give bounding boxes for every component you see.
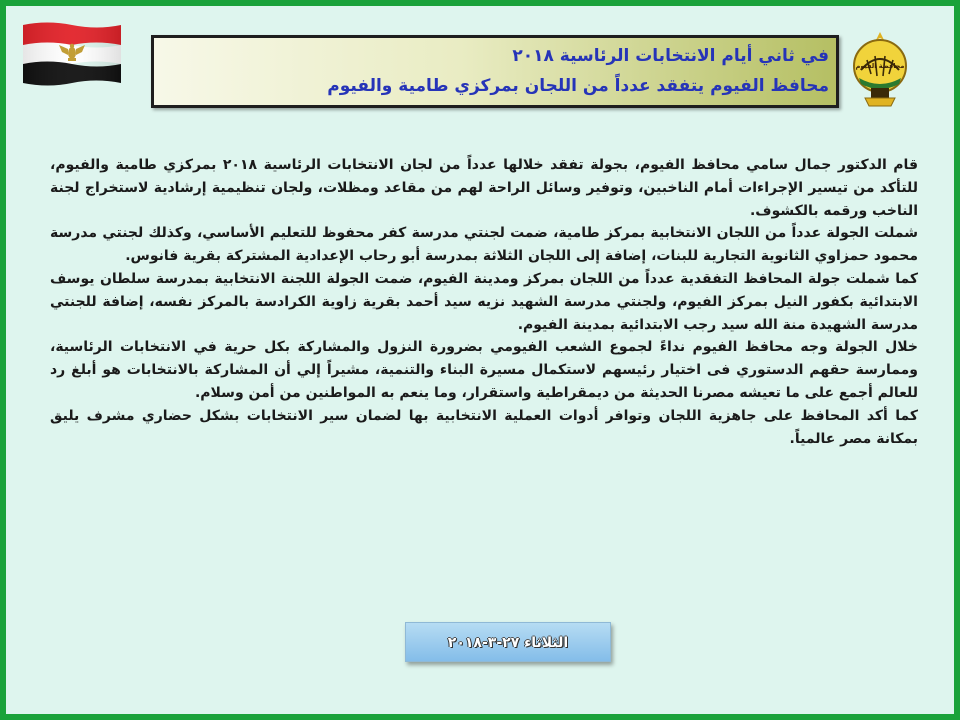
headline-box <box>151 35 839 108</box>
headline-line-1: في ثاني أيام الانتخابات الرئاسية ٢٠١٨ <box>512 46 829 66</box>
fayoum-governorate-emblem-icon <box>849 30 911 110</box>
logo-text: محافظة الفيوم <box>855 62 905 70</box>
article-paragraph: كما أكد المحافظ على جاهزية اللجان وتوافر أدوات العملية الانتخابية بها لضمان سير الانتخابات بشكل حضاري مشرف يليق بمكانة مصر عالمياً. <box>50 407 918 447</box>
headline-line-2: محافظ الفيوم يتفقد عدداً من اللجان بمركزي طامية والفيوم <box>327 76 829 96</box>
egypt-flag-icon <box>21 19 123 87</box>
date-badge: الثلاثاء ٢٧-٣-٢٠١٨ <box>405 622 611 662</box>
article-paragraph: قام الدكتور جمال سامي محافظ الفيوم، بجولة تفقد خلالها عدداً من لجان الانتخابات الرئاسية ٢٠١٨ بمركزي طامية والفيوم، للتأكد من تيسير الإجراءات أمام الناخبين، وتوفير وسائل الراحة لهم من مقاعد ومظلات، ولجان تنظيمية إرشادية لاستخراج لجنة الناخب ورقمه بالكشوف. <box>50 157 918 219</box>
article-body <box>50 154 918 450</box>
article-paragraph: شملت الجولة عدداً من اللجان الانتخابية بمركز طامية، ضمت لجنتي مدرسة كفر محفوظ للتعليم الأساسي، وكذلك لجنتي مدرسة محمود حمزاوي الثانوية التجارية للبنات، إضافة إلى اللجان الثلاثة بمدرسة أبو رحاب الإعدادية المشتركة بقرية فانوس. <box>50 225 918 265</box>
article-paragraph: خلال الجولة وجه محافظ الفيوم نداءً لجموع الشعب الفيومي بضرورة النزول والمشاركة بكل حرية في الانتخابات الرئاسية، وممارسة حقهم الدستوري فى اختيار رئيسهم لاستكمال مسيرة البناء والتنمية، مشيراً إلي أن المشاركة بالانتخابات هو أبلغ رد للعالم أجمع على ما تعيشه مصرنا الحديثة من ديمقراطية واستقرار، وما ينعم به المواطنين من أمن وسلام. <box>50 339 918 401</box>
article-paragraph: كما شملت جولة المحافظ التفقدية عدداً من اللجان بمركز ومدينة الفيوم، ضمت الجولة اللجنة الانتخابية بمدرسة سلطان يوسف الابتدائية بكفور النيل بمركز الفيوم، ولجنتي مدرسة الشهيد نزيه سيد أحمد بقرية زاوية الكرادسة بالمركز نفسه، إضافة للجنتي مدرسة الشهيدة منة الله سيد رجب الابتدائية بمدينة الفيوم. <box>50 270 918 333</box>
